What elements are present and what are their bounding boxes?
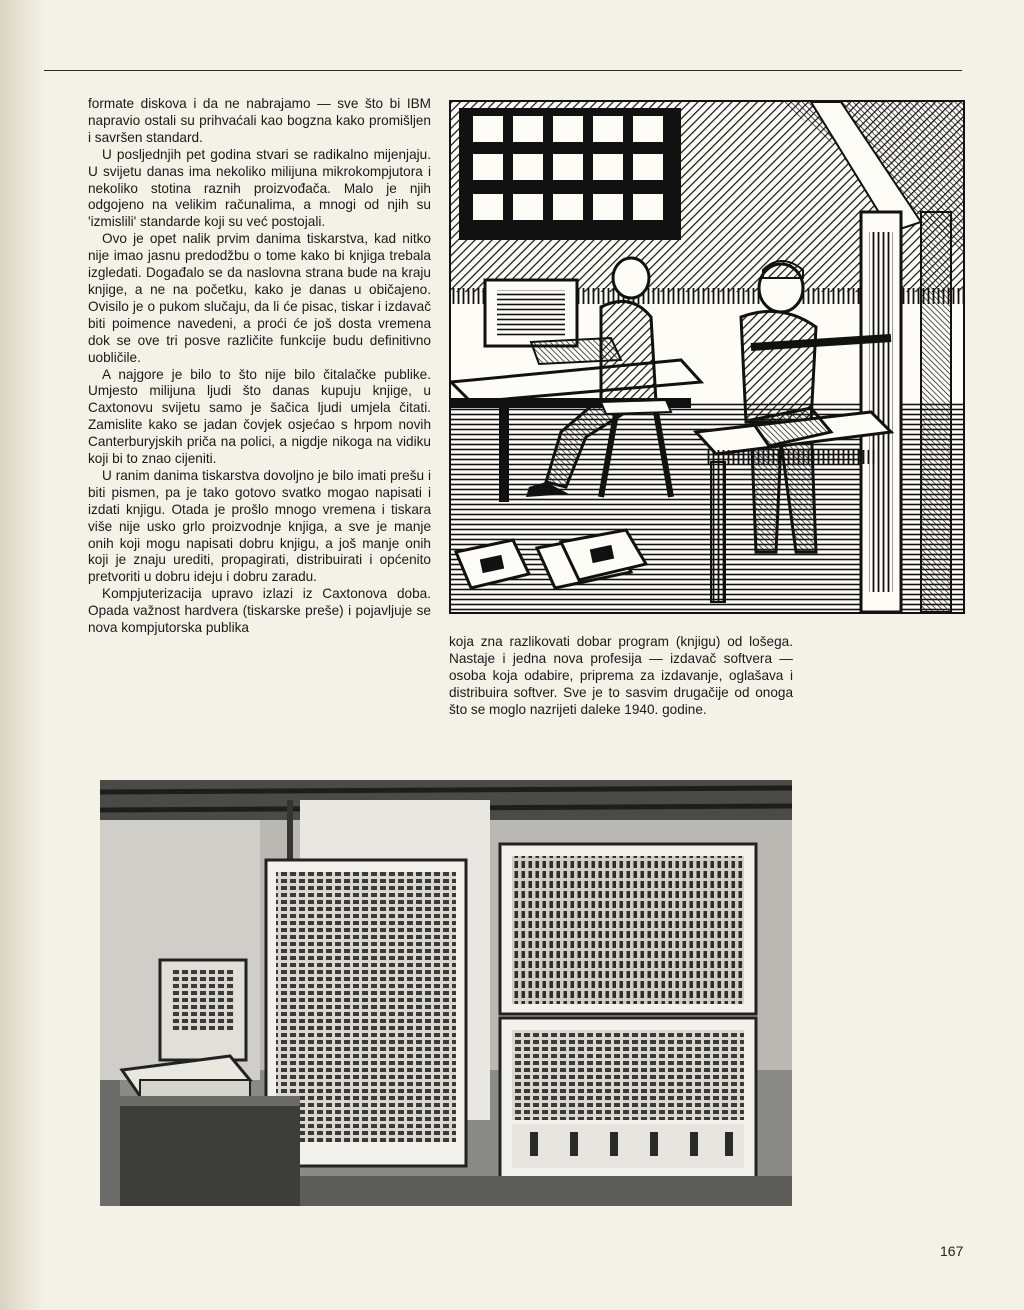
- woodcut-drawing: [451, 102, 963, 612]
- early-computer-photo: [100, 780, 792, 1206]
- paragraph: U posljednjih pet godina stvari se radikalno mijenjaju. U svijetu danas ima nekoliko milijuna mikrokompjutora i nekoliko stotina raznih proizvođača. Malo je njih odgojeno na velikim računalima, a mnogi od njih su 'izmislili' standarde koji su već postojali.: [88, 146, 431, 230]
- computer-photo-drawing: [100, 780, 792, 1206]
- paragraph: Kompjuterizacija upravo izlazi iz Caxtonova doba. Opada važnost hardvera (tiskarske preše) i pojavljuje se nova kompjutorska publika: [88, 586, 431, 636]
- woodcut-printers-illustration: [449, 100, 965, 614]
- paragraph: A najgore je bilo to što nije bilo čitalačke publike. Umjesto milijuna ljudi što danas kupuju knjige, u Caxtonovu svijetu samo je šačica ljudi umjela čitati. Zamislite kako se jadan čovjek osjećao s hrpom novih Canterburyjskih priča na polici, a nigdje nikoga na vidiku koji bi to znao cijeniti.: [88, 366, 431, 467]
- paragraph: Ovo je opet nalik prvim danima tiskarstva, kad nitko nije imao jasnu predodžbu o tome kako bi knjiga trebala izgledati. Događalo se da naslovna strana bude na kraju knjige, a ne na početku, kako je danas u običajeno. Ovisilo je o pukom slučaju, da li će pisac, tiskar i izdavač biti poimence navedeni, a proći će još dosta vremena dok se ove tri posve različite funkcije budu definitivno uobličile.: [88, 231, 431, 365]
- paragraph: formate diskova i da ne nabrajamo — sve što bi IBM napravio ostali su prihvaćali kao bogzna kako promišljen i savršen standard.: [88, 96, 431, 145]
- right-text-column: [449, 634, 793, 719]
- left-text-column: [88, 96, 431, 637]
- page-number: 167: [940, 1243, 964, 1259]
- header-rule: [44, 70, 962, 71]
- paragraph: U ranim danima tiskarstva dovoljno je bilo imati prešu i biti pismen, pa je tako gotovo svatko mogao napisati i izdati knjigu. Otada je prošlo mnogo vremena i tiskara više nije usko grlo proizvodnje knjiga, a sve je manje onih koji mogu napisati dobru knjigu, a još manje onih koji je znaju urediti, propagirati, distribuirati i općenito pretvoriti u dobru ideju i dobru zaradu.: [88, 467, 431, 585]
- paragraph: koja zna razlikovati dobar program (knjigu) od lošega. Nastaje i jedna nova profesija — izdavač softvera — osoba koja odabire, priprema za izdavanje, oglašava i distribuira softver. Sve je to sasvim drugačije od onoga što se moglo nazrijeti daleke 1940. godine.: [449, 634, 793, 717]
- page-gutter-shadow: [0, 0, 44, 1310]
